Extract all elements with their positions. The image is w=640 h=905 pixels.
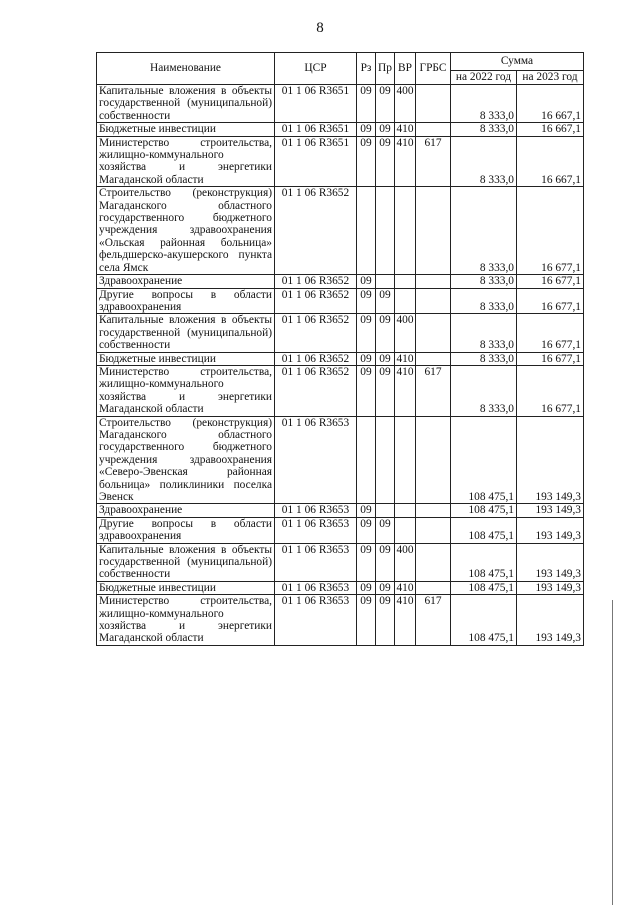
- cell-grbs: 617: [416, 365, 451, 416]
- cell-csr: 01 1 06 R3653: [275, 543, 357, 581]
- cell-sum-2022: 8 333,0: [451, 136, 517, 187]
- table-row: [97, 85, 584, 123]
- header-year-2023: на 2023 год: [517, 71, 584, 85]
- cell-pr: [376, 416, 395, 504]
- table-row: [97, 543, 584, 581]
- cell-rz: 09: [357, 595, 376, 646]
- cell-sum-2023: 16 677,1: [517, 352, 584, 365]
- cell-rz: [357, 416, 376, 504]
- header-csr: ЦСР: [275, 53, 357, 85]
- header-grbs: ГРБС: [416, 53, 451, 85]
- cell-grbs: [416, 85, 451, 123]
- cell-name: Министерство строительства, жилищно-коммунального хозяйства и энергетики Магаданской области: [97, 365, 275, 416]
- cell-csr: 01 1 06 R3653: [275, 504, 357, 517]
- header-vr: ВР: [395, 53, 416, 85]
- cell-rz: [357, 187, 376, 275]
- cell-name: Министерство строительства, жилищно-коммунального хозяйства и энергетики Магаданской области: [97, 136, 275, 187]
- cell-name: Капитальные вложения в объекты государственной (муниципальной) собственности: [97, 85, 275, 123]
- cell-vr: 410: [396, 581, 414, 594]
- cell-name: Строительство (реконструкция) Магаданского областного государственного бюджетного учреждения здравоохранения «Северо-Эвенская районная больница» поликлиники поселка Эвенск: [97, 416, 275, 504]
- cell-grbs: [416, 123, 451, 136]
- table-body: [97, 85, 584, 646]
- cell-sum-2022: 8 333,0: [451, 85, 517, 123]
- cell-grbs: 617: [416, 136, 451, 187]
- cell-vr: [395, 275, 416, 288]
- cell-pr: [376, 275, 395, 288]
- cell-name: Министерство строительства, жилищно-коммунального хозяйства и энергетики Магаданской области: [97, 595, 275, 646]
- table-row: [97, 136, 584, 187]
- cell-vr: 410: [395, 136, 416, 187]
- cell-pr: 09: [376, 288, 395, 314]
- cell-grbs: [416, 352, 451, 365]
- cell-vr: [395, 416, 416, 504]
- cell-sum-2022: 108 475,1: [451, 581, 517, 594]
- cell-csr: 01 1 06 R3652: [275, 314, 357, 352]
- cell-sum-2022: 8 333,0: [451, 123, 517, 136]
- cell-sum-2022: 8 333,0: [451, 187, 517, 275]
- cell-pr: 09: [376, 123, 395, 136]
- cell-vr: 410: [396, 352, 414, 365]
- header-name: Наименование: [97, 53, 275, 85]
- cell-sum-2022: 8 333,0: [451, 352, 517, 365]
- cell-csr: 01 1 06 R3653: [275, 416, 357, 504]
- table-row: [97, 517, 584, 543]
- cell-pr: 09: [376, 543, 395, 581]
- page-number: 8: [316, 20, 324, 36]
- cell-name: Бюджетные инвестиции: [97, 123, 275, 136]
- cell-rz: 09: [357, 504, 376, 517]
- cell-rz: 09: [357, 543, 376, 581]
- cell-sum-2022: 108 475,1: [451, 517, 517, 543]
- cell-name: Капитальные вложения в объекты государственной (муниципальной) собственности: [97, 543, 275, 581]
- table-row: [97, 416, 584, 504]
- cell-grbs: [416, 581, 451, 594]
- table-row: [97, 275, 584, 288]
- cell-rz: 09: [357, 517, 376, 543]
- cell-sum-2023: 16 677,1: [517, 187, 584, 275]
- cell-csr: 01 1 06 R3652: [275, 275, 357, 288]
- cell-rz: 09: [357, 581, 376, 594]
- cell-csr: 01 1 06 R3653: [275, 517, 357, 543]
- cell-grbs: [416, 543, 451, 581]
- cell-rz: 09: [357, 314, 376, 352]
- cell-sum-2023: 16 677,1: [517, 275, 584, 288]
- cell-sum-2022: 8 333,0: [451, 314, 517, 352]
- cell-name: Капитальные вложения в объекты государственной (муниципальной) собственности: [97, 314, 275, 352]
- cell-name: Другие вопросы в области здравоохранения: [97, 517, 275, 543]
- table-row: [97, 504, 584, 517]
- table-row: [97, 187, 584, 275]
- cell-vr: 410: [395, 365, 416, 416]
- cell-sum-2023: 193 149,3: [517, 581, 584, 594]
- cell-sum-2023: 16 677,1: [517, 288, 584, 314]
- budget-table: [96, 52, 584, 646]
- cell-pr: 09: [376, 136, 395, 187]
- header-year-2022: на 2022 год: [451, 71, 517, 85]
- cell-name: Здравоохранение: [97, 504, 275, 517]
- cell-pr: 09: [376, 595, 395, 646]
- cell-name: Здравоохранение: [97, 275, 275, 288]
- cell-pr: [376, 504, 395, 517]
- cell-pr: 09: [376, 85, 395, 123]
- cell-grbs: [416, 314, 451, 352]
- cell-name: Бюджетные инвестиции: [97, 352, 275, 365]
- cell-sum-2023: 16 667,1: [517, 123, 584, 136]
- cell-grbs: [416, 275, 451, 288]
- cell-csr: 01 1 06 R3652: [275, 288, 357, 314]
- cell-name: Строительство (реконструкция) Магаданского областного государственного бюджетного учреждения здравоохранения «Ольская районная больница» фельдшерско-акушерского пункта села Ямск: [97, 187, 275, 275]
- cell-rz: 09: [357, 136, 376, 187]
- cell-vr: [395, 504, 416, 517]
- cell-sum-2023: 16 677,1: [517, 314, 584, 352]
- cell-sum-2022: 108 475,1: [451, 543, 517, 581]
- cell-vr: 400: [395, 314, 416, 352]
- table-row: [97, 352, 584, 365]
- cell-csr: 01 1 06 R3651: [275, 136, 357, 187]
- cell-sum-2023: 193 149,3: [517, 416, 584, 504]
- cell-vr: 410: [395, 595, 416, 646]
- cell-vr: 400: [395, 543, 416, 581]
- cell-rz: 09: [357, 365, 376, 416]
- cell-sum-2022: 8 333,0: [451, 288, 517, 314]
- cell-sum-2023: 193 149,3: [517, 595, 584, 646]
- cell-csr: 01 1 06 R3652: [275, 365, 357, 416]
- cell-csr: 01 1 06 R3653: [275, 581, 357, 594]
- cell-vr: [395, 187, 416, 275]
- header-rz: Рз: [357, 53, 376, 85]
- cell-grbs: [416, 504, 451, 517]
- cell-csr: 01 1 06 R3653: [275, 595, 357, 646]
- cell-pr: 09: [376, 314, 395, 352]
- cell-grbs: [416, 187, 451, 275]
- header-sum: Сумма: [451, 53, 584, 71]
- cell-pr: 09: [376, 365, 395, 416]
- cell-grbs: [416, 288, 451, 314]
- cell-grbs: 617: [416, 595, 451, 646]
- cell-rz: 09: [357, 288, 376, 314]
- cell-sum-2023: 16 667,1: [517, 85, 584, 123]
- table-row: [97, 288, 584, 314]
- cell-vr: 410: [396, 123, 414, 136]
- cell-sum-2023: 193 149,3: [517, 517, 584, 543]
- scan-edge-line: [612, 600, 613, 905]
- cell-pr: [376, 187, 395, 275]
- cell-rz: 09: [357, 85, 376, 123]
- cell-csr: 01 1 06 R3652: [275, 187, 357, 275]
- cell-vr: [395, 517, 416, 543]
- cell-sum-2022: 8 333,0: [451, 365, 517, 416]
- cell-pr: 09: [376, 581, 395, 594]
- cell-grbs: [416, 416, 451, 504]
- cell-sum-2023: 16 667,1: [517, 136, 584, 187]
- table-row: [97, 581, 584, 594]
- header-pr: Пр: [376, 53, 395, 85]
- cell-rz: 09: [357, 352, 376, 365]
- cell-sum-2022: 108 475,1: [451, 504, 517, 517]
- table-row: [97, 365, 584, 416]
- cell-grbs: [416, 517, 451, 543]
- table-row: [97, 123, 584, 136]
- cell-vr: 400: [395, 85, 416, 123]
- cell-name: Бюджетные инвестиции: [97, 581, 275, 594]
- cell-csr: 01 1 06 R3651: [275, 85, 357, 123]
- cell-csr: 01 1 06 R3651: [275, 123, 357, 136]
- cell-sum-2023: 193 149,3: [517, 504, 584, 517]
- cell-vr: [395, 288, 416, 314]
- table-row: [97, 595, 584, 646]
- cell-csr: 01 1 06 R3652: [275, 352, 357, 365]
- cell-rz: 09: [357, 275, 376, 288]
- cell-sum-2022: 108 475,1: [451, 416, 517, 504]
- cell-sum-2022: 108 475,1: [451, 595, 517, 646]
- cell-sum-2023: 16 677,1: [517, 365, 584, 416]
- table-row: [97, 314, 584, 352]
- cell-name: Другие вопросы в области здравоохранения: [97, 288, 275, 314]
- cell-pr: 09: [376, 352, 395, 365]
- cell-sum-2023: 193 149,3: [517, 543, 584, 581]
- cell-pr: 09: [376, 517, 395, 543]
- cell-rz: 09: [357, 123, 376, 136]
- cell-sum-2022: 8 333,0: [451, 275, 517, 288]
